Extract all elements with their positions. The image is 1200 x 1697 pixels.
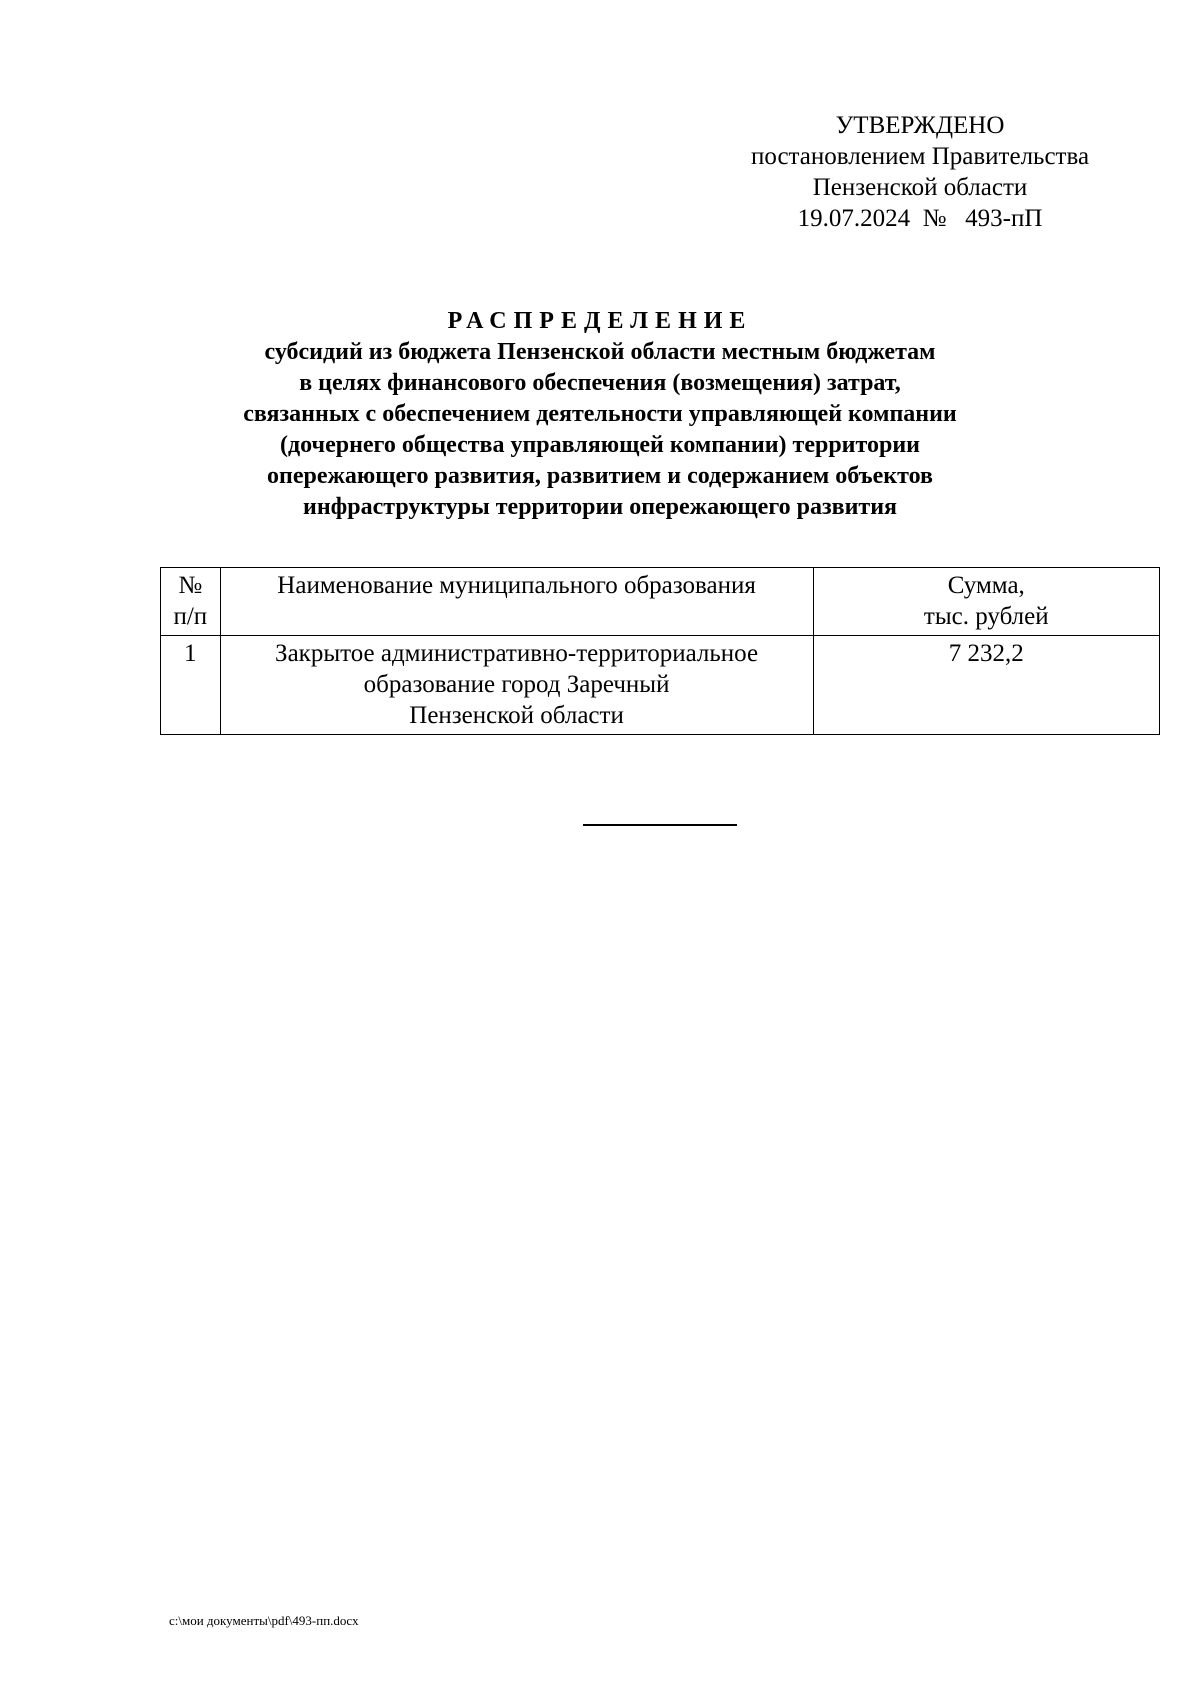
document-title: РАСПРЕДЕЛЕНИЕ	[447, 308, 753, 334]
distribution-table	[160, 567, 1160, 735]
row-name-line: образование город Заречный	[363, 671, 670, 698]
approval-title: УТВЕРЖДЕНО	[835, 112, 1005, 139]
approval-number-sign: №	[922, 205, 947, 232]
table-header-row	[161, 568, 1160, 636]
row-name-line: Пензенской области	[409, 702, 624, 729]
approval-region-line: Пензенской области	[812, 174, 1028, 201]
footer-file-path: c:\мои документы\pdf\493-пп.docx	[169, 1613, 359, 1628]
approval-date-number	[700, 203, 1140, 234]
heading-line: связанных с обеспечением деятельности управляющей компании	[243, 401, 957, 427]
header-sum	[813, 568, 1159, 636]
document-heading	[150, 305, 1050, 523]
header-name	[220, 568, 813, 636]
approval-date: 19.07.2024	[797, 205, 911, 232]
row-name-cell	[220, 636, 813, 735]
row-sum: 7 232,2	[948, 640, 1024, 667]
row-num-cell	[161, 636, 221, 735]
heading-line: в целях финансового обеспечения (возмещения) затрат,	[299, 370, 901, 396]
end-divider	[583, 824, 737, 826]
header-sum-line: Сумма,	[947, 572, 1025, 599]
approval-number: 493-пП	[965, 205, 1043, 232]
table-row	[161, 636, 1160, 735]
approval-block	[700, 110, 1140, 234]
row-sum-cell	[813, 636, 1159, 735]
approval-resolution-line: постановлением Правительства	[750, 143, 1090, 170]
row-name-line: Закрытое административно-территориальное	[275, 640, 759, 667]
header-num-line: п/п	[173, 603, 208, 630]
heading-line: опережающего развития, развитием и содержанием объектов	[267, 463, 933, 489]
heading-line: (дочернего общества управляющей компании) территории	[280, 432, 920, 458]
heading-line: инфраструктуры территории опережающего развития	[302, 494, 898, 520]
row-num: 1	[184, 640, 197, 667]
header-sum-line: тыс. рублей	[923, 603, 1049, 630]
header-num-line: №	[178, 572, 203, 599]
header-name-text: Наименование муниципального образования	[277, 572, 756, 599]
heading-line: субсидий из бюджета Пензенской области местным бюджетам	[264, 339, 936, 365]
header-num	[161, 568, 221, 636]
